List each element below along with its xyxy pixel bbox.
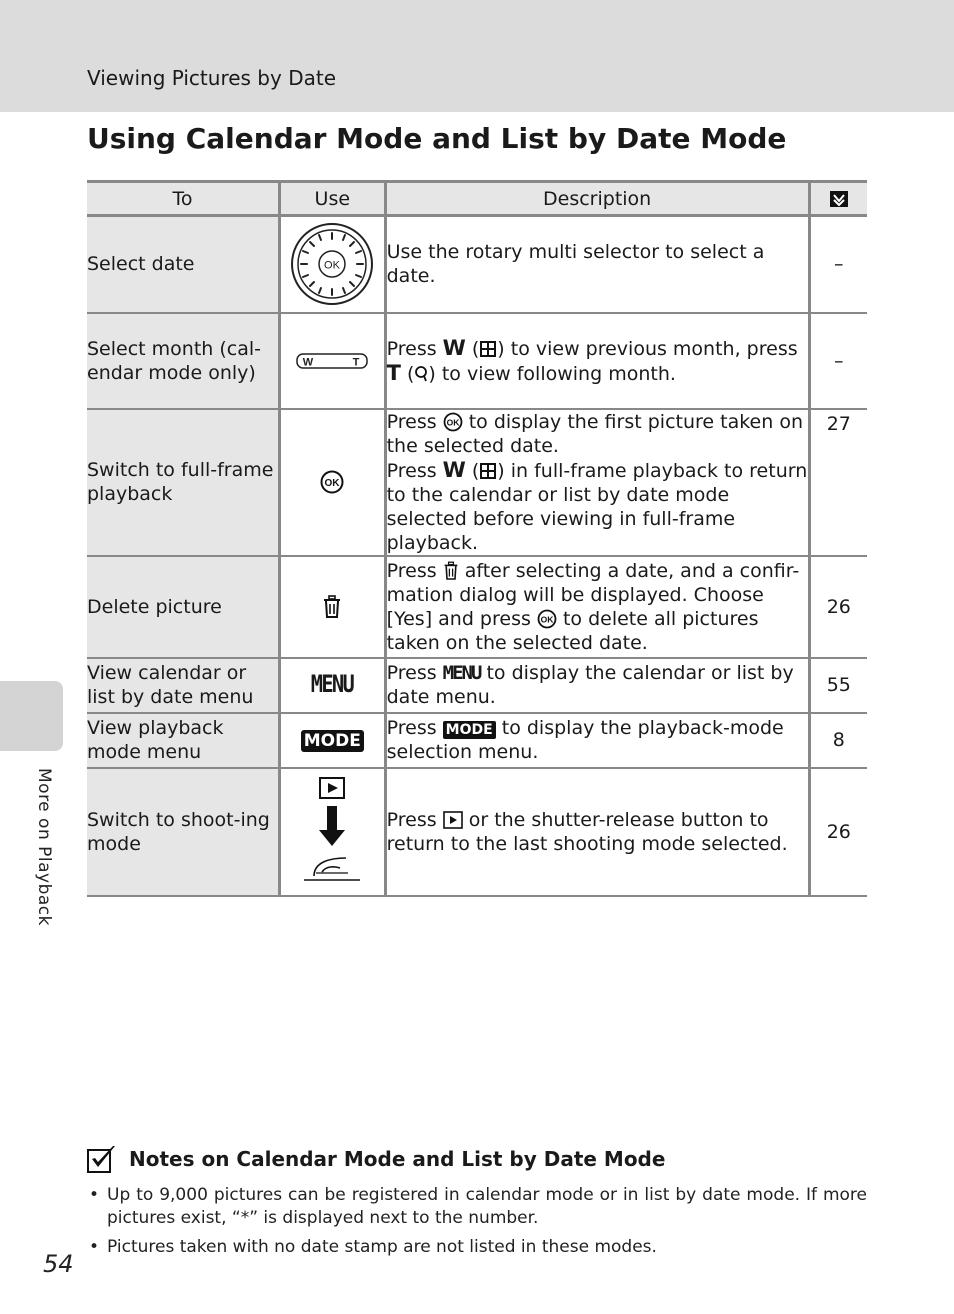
column-header-page: [809, 182, 867, 216]
row-page: 55: [809, 658, 867, 713]
row-action: View calendar or list by date menu: [87, 658, 279, 713]
mode-button-label: MODE: [301, 730, 364, 752]
row-control: [279, 658, 385, 713]
playback-to-shutter-icon: [300, 776, 364, 888]
row-action: Switch to shoot-ing mode: [87, 768, 279, 896]
table-row: [87, 313, 867, 409]
page-title: Using Calendar Mode and List by Date Mode: [87, 122, 787, 155]
mode-button-glyph: MODE: [443, 721, 496, 739]
table-row: [87, 556, 867, 658]
menu-button-glyph: MENU: [442, 662, 481, 684]
playback-icon: [443, 811, 463, 829]
row-description: Press MODE to display the playback-mode selection menu.: [385, 713, 809, 768]
notes-heading-block: [87, 1145, 665, 1173]
row-description: [385, 216, 809, 313]
page-number: 54: [43, 1250, 74, 1278]
row-page: –: [809, 313, 867, 409]
header-band: [0, 0, 954, 112]
svg-text:W: W: [303, 356, 314, 369]
menu-button-label: MENU: [311, 670, 354, 698]
rotary-multi-selector-icon: [290, 222, 374, 306]
row-description: Press OK to display the first picture taken on the selected date. Press W ( ) in full-frame playback to return to the calendar or list by date mode selected before viewing in full-frame playback.: [386, 410, 808, 554]
ok-button-icon: [537, 609, 557, 629]
row-control: [279, 556, 385, 658]
notes-heading: Notes on Calendar Mode and List by Date Mode: [129, 1147, 666, 1171]
table-row: [87, 658, 867, 713]
row-action: Select date: [87, 216, 279, 313]
column-header-to: To: [87, 182, 279, 216]
trash-icon: [443, 561, 459, 581]
table-row: [87, 768, 867, 896]
svg-text:T: T: [352, 356, 360, 369]
t-button-glyph: T: [386, 360, 401, 385]
w-button-glyph: W: [442, 335, 466, 360]
side-tab-label: More on Playback: [34, 768, 54, 926]
row-description: Press or the shutter-release button to return to the last shooting mode selected.: [385, 768, 809, 896]
row-control: [279, 768, 385, 896]
row-page: 26: [809, 556, 867, 658]
row-action: Delete picture: [87, 556, 279, 658]
column-header-description: Description: [385, 182, 809, 216]
row-page: 27: [809, 409, 867, 556]
trash-icon: [322, 595, 342, 619]
row-description: Press W ( ) to view previous month, press T ( ) to view following month.: [385, 313, 809, 409]
row-action: Select month (cal-endar mode only): [87, 313, 279, 409]
table-row: [87, 216, 867, 313]
ok-button-icon: [320, 470, 344, 494]
svg-text:OK: OK: [446, 417, 460, 428]
zoom-button-icon: [296, 352, 368, 370]
list-item: • Pictures taken with no date stamp are not listed in these modes.: [87, 1236, 867, 1259]
row-page: 8: [809, 713, 867, 768]
reference-table: [87, 180, 867, 897]
row-action: View playback mode menu: [87, 713, 279, 768]
ok-button-icon: [443, 412, 463, 432]
zoom-magnifier-icon: [414, 365, 428, 383]
notes-list: [87, 1184, 867, 1265]
row-action: Switch to full-frame playback: [87, 409, 279, 556]
row-control: [279, 216, 385, 313]
w-button-glyph: W: [442, 457, 466, 482]
svg-text:OK: OK: [324, 259, 341, 272]
thumbnail-icon: [479, 340, 497, 358]
row-page: 26: [809, 768, 867, 896]
row-control: [279, 713, 385, 768]
side-tab: [0, 681, 63, 751]
table-row: [87, 409, 867, 556]
section-title: Viewing Pictures by Date: [87, 66, 336, 90]
row-description: Press after selecting a date, and a confir-mation dialog will be displayed. Choose [Yes] and press OK to delete all pictures taken on the selected date.: [385, 556, 809, 658]
list-item: • Up to 9,000 pictures can be registered in calendar mode or in list by date mode. If more pictures exist, “*” is displayed next to the number.: [87, 1184, 867, 1230]
svg-text:OK: OK: [324, 478, 340, 490]
reference-page-icon: [829, 190, 849, 208]
table-row: [87, 713, 867, 768]
row-control: [279, 409, 385, 556]
row-description: Press MENU to display the calendar or list by date menu.: [385, 658, 809, 713]
table-header-row: [87, 182, 867, 216]
checkmark-note-icon: [87, 1145, 117, 1173]
svg-text:OK: OK: [540, 614, 554, 625]
row-control: [279, 313, 385, 409]
thumbnail-icon: [479, 462, 497, 480]
description-text: Use the rotary multi selector to select a date.: [386, 241, 765, 288]
row-page: –: [809, 216, 867, 313]
column-header-use: Use: [279, 182, 385, 216]
